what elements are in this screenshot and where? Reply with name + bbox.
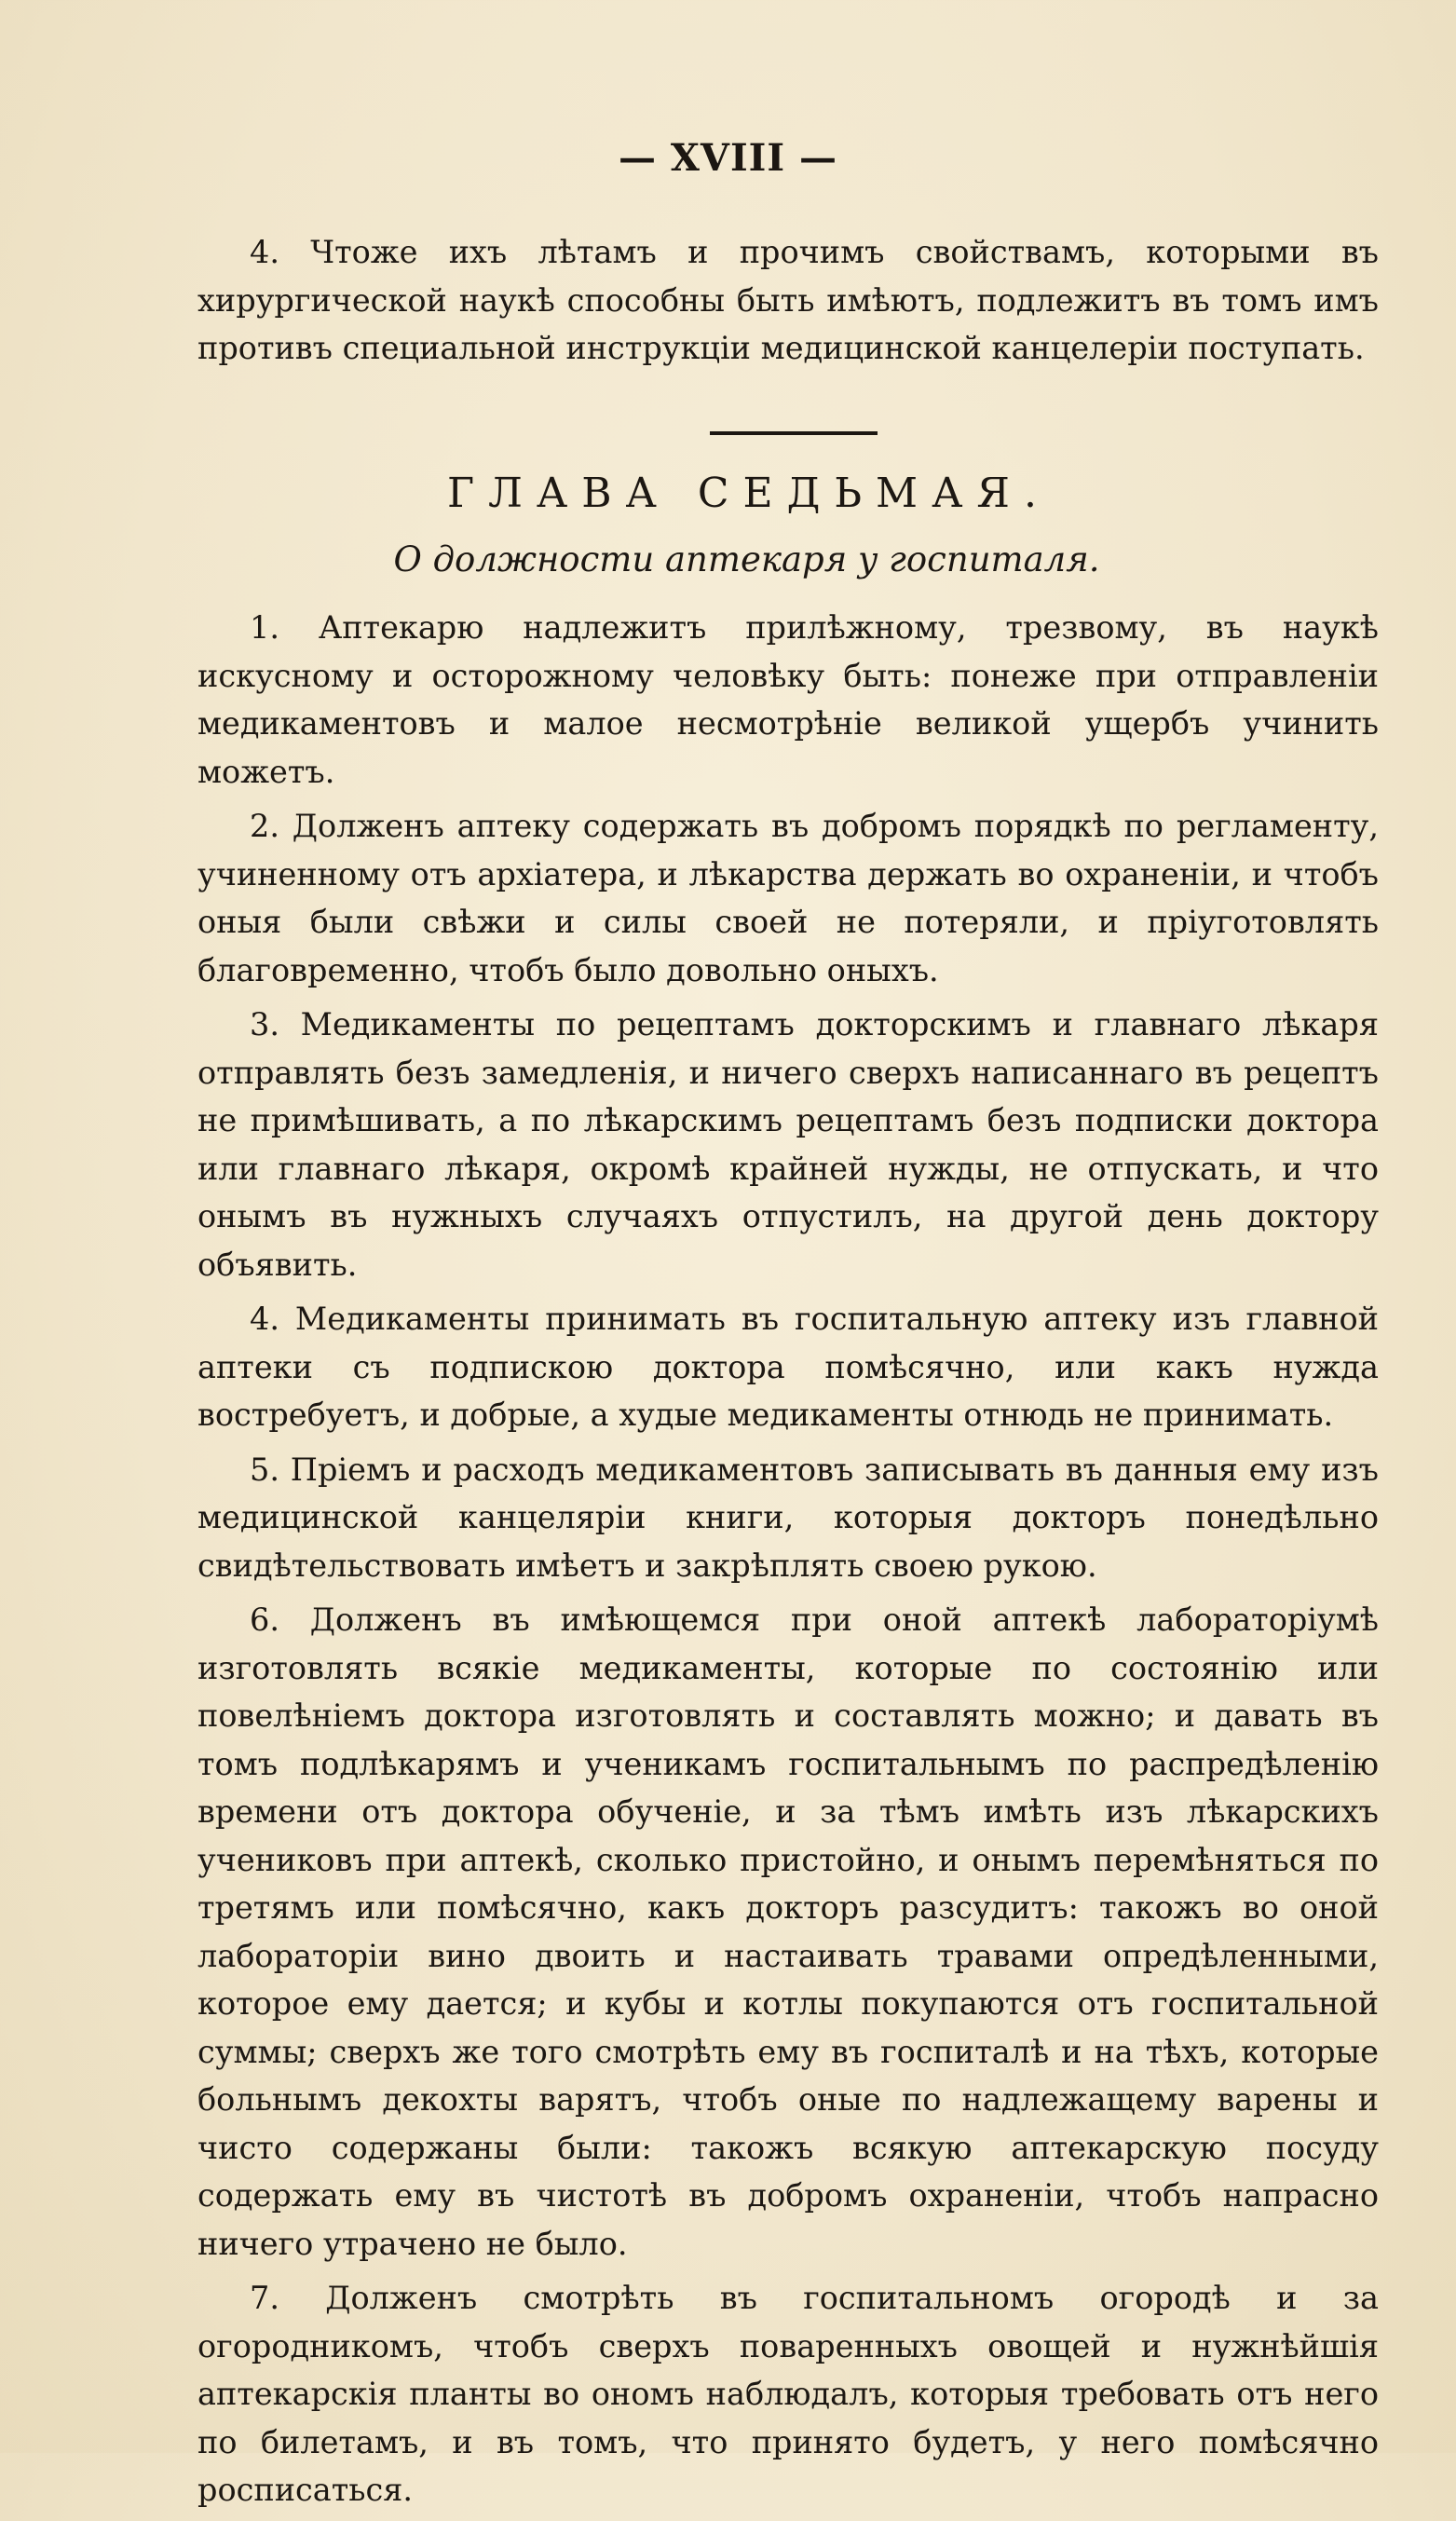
paragraph: 7. Долженъ смотрѣть въ госпитальномъ огородѣ и за огородникомъ, чтобъ сверхъ поваренныхъ овощей и нужнѣйшія аптекарскія планты во ономъ наблюдалъ, которыя требовать отъ него по билетамъ, и въ томъ, что принято будетъ, у него помѣсячно росписаться. — [197, 2280, 1379, 2508]
paragraph: 3. Медикаменты по рецептамъ докторскимъ и главнаго лѣкаря отправлять безъ замедленія, и ничего сверхъ написаннаго въ рецептъ не примѣшивать, а по лѣкарскимъ рецептамъ безъ подписки доктора или главнаго лѣкаря, окромѣ крайней нужды, не отпускать, и что онымъ въ нужныхъ случаяхъ отпустилъ, на другой день доктору объявить. — [197, 1006, 1379, 1283]
chapter-body — [197, 604, 1379, 2521]
paragraph: 1. Аптекарю надлежитъ прилѣжному, трезвому, въ наукѣ искусному и осторожному человѣку быть: понеже при отправленіи медикаментовъ и малое несмотрѣніе великой ущербъ учинить можетъ. — [197, 609, 1379, 790]
paragraph: 5. Пріемъ и расходъ медикаментовъ записывать въ данныя ему изъ медицинской канцеляріи книги, которыя докторъ понедѣльно свидѣтельствовать имѣетъ и закрѣплять своею рукою. — [197, 1451, 1379, 1584]
page-header: — XVIII — — [618, 136, 838, 180]
paragraph: 6. Долженъ въ имѣющемся при оной аптекѣ лабораторіумѣ изготовлять всякіе медикаменты, которые по состоянію или повелѣніемъ доктора изготовлять и составлять можно; и давать въ томъ подлѣкарямъ и ученикамъ госпитальнымъ по распредѣленію времени отъ доктора обученіе, и за тѣмъ имѣть изъ лѣкарскихъ учениковъ при аптекѣ, сколько пристойно, и онымъ перемѣняться по третямъ или помѣсячно, какъ докторъ разсудитъ: такожъ во оной лабораторіи вино двоить и настаивать травами опредѣленными, которое ему дается; и кубы и котлы покупаются отъ госпитальной суммы; сверхъ же того смотрѣть ему въ госпиталѣ и на тѣхъ, которые больнымъ декохты варятъ, чтобъ оные по надлежащему варены и чисто содержаны были: такожъ всякую аптекарскую посуду содержать ему въ чистотѣ въ добромъ охраненіи, чтобъ напрасно ничего утрачено не было. — [197, 1601, 1379, 2262]
intro-section — [197, 228, 1379, 373]
section-divider — [710, 431, 878, 435]
paragraph: 4. Медикаменты принимать въ госпитальную аптеку изъ главной аптеки съ подпискою доктора помѣсячно, или какъ нужда востребуетъ, и добрые, а худые медикаменты отнюдь не принимать. — [197, 1301, 1379, 1433]
intro-paragraph: 4. Чтоже ихъ лѣтамъ и прочимъ свойствамъ, которыми въ хирургической наукѣ способны быть имѣютъ, подлежитъ въ томъ имъ противъ специальной инструкціи медицинской канцелеріи поступать. — [197, 234, 1379, 366]
chapter-subtitle: О должности аптекаря у госпиталя. — [393, 539, 1100, 579]
paragraph: 2. Долженъ аптеку содержать въ добромъ порядкѣ по регламенту, учиненному отъ архіатера, и лѣкарства держать во охраненіи, и чтобъ оныя были свѣжи и силы своей не потеряли, и пріуготовлять благовременно, чтобъ было довольно оныхъ. — [197, 808, 1379, 988]
chapter-title: ГЛАВА СЕДЬМАЯ. — [447, 470, 1051, 517]
